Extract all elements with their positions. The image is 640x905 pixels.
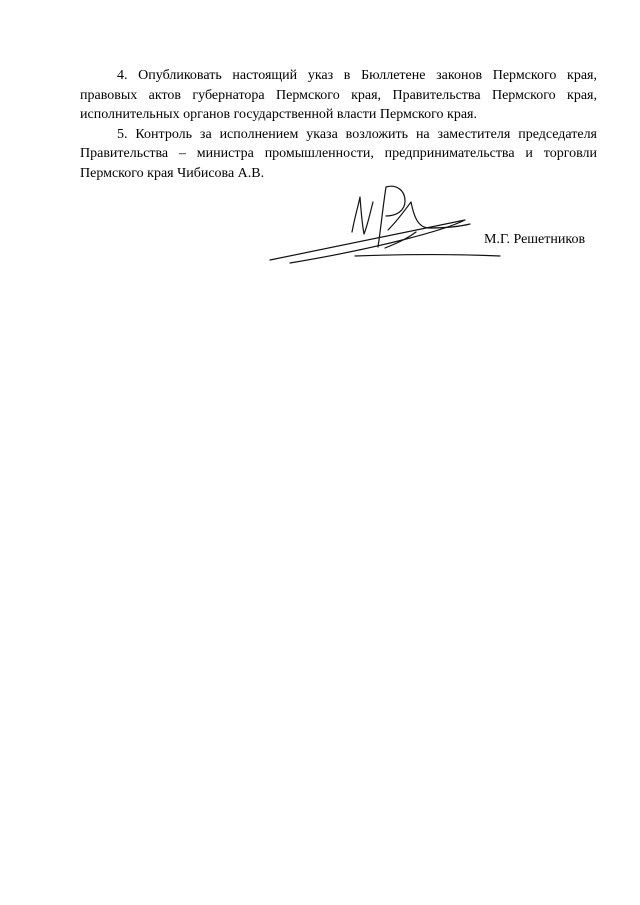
handwritten-signature-icon: [260, 172, 510, 272]
paragraph-item-4: 4. Опубликовать настоящий указ в Бюллетене законов Пермского края, правовых актов губернатора Пермского края, Правительства Пермского края, исполнительных органов государственной власти Пермского края.: [80, 68, 597, 122]
signature-block: [260, 172, 610, 272]
signer-name: М.Г. Решетников: [484, 232, 586, 247]
document-body: [80, 66, 597, 183]
paragraph-item-5: 5. Контроль за исполнением указа возложить на заместителя председателя Правительства – министра промышленности, предпринимательства и торговли Пермского края Чибисова А.В.: [80, 126, 597, 181]
